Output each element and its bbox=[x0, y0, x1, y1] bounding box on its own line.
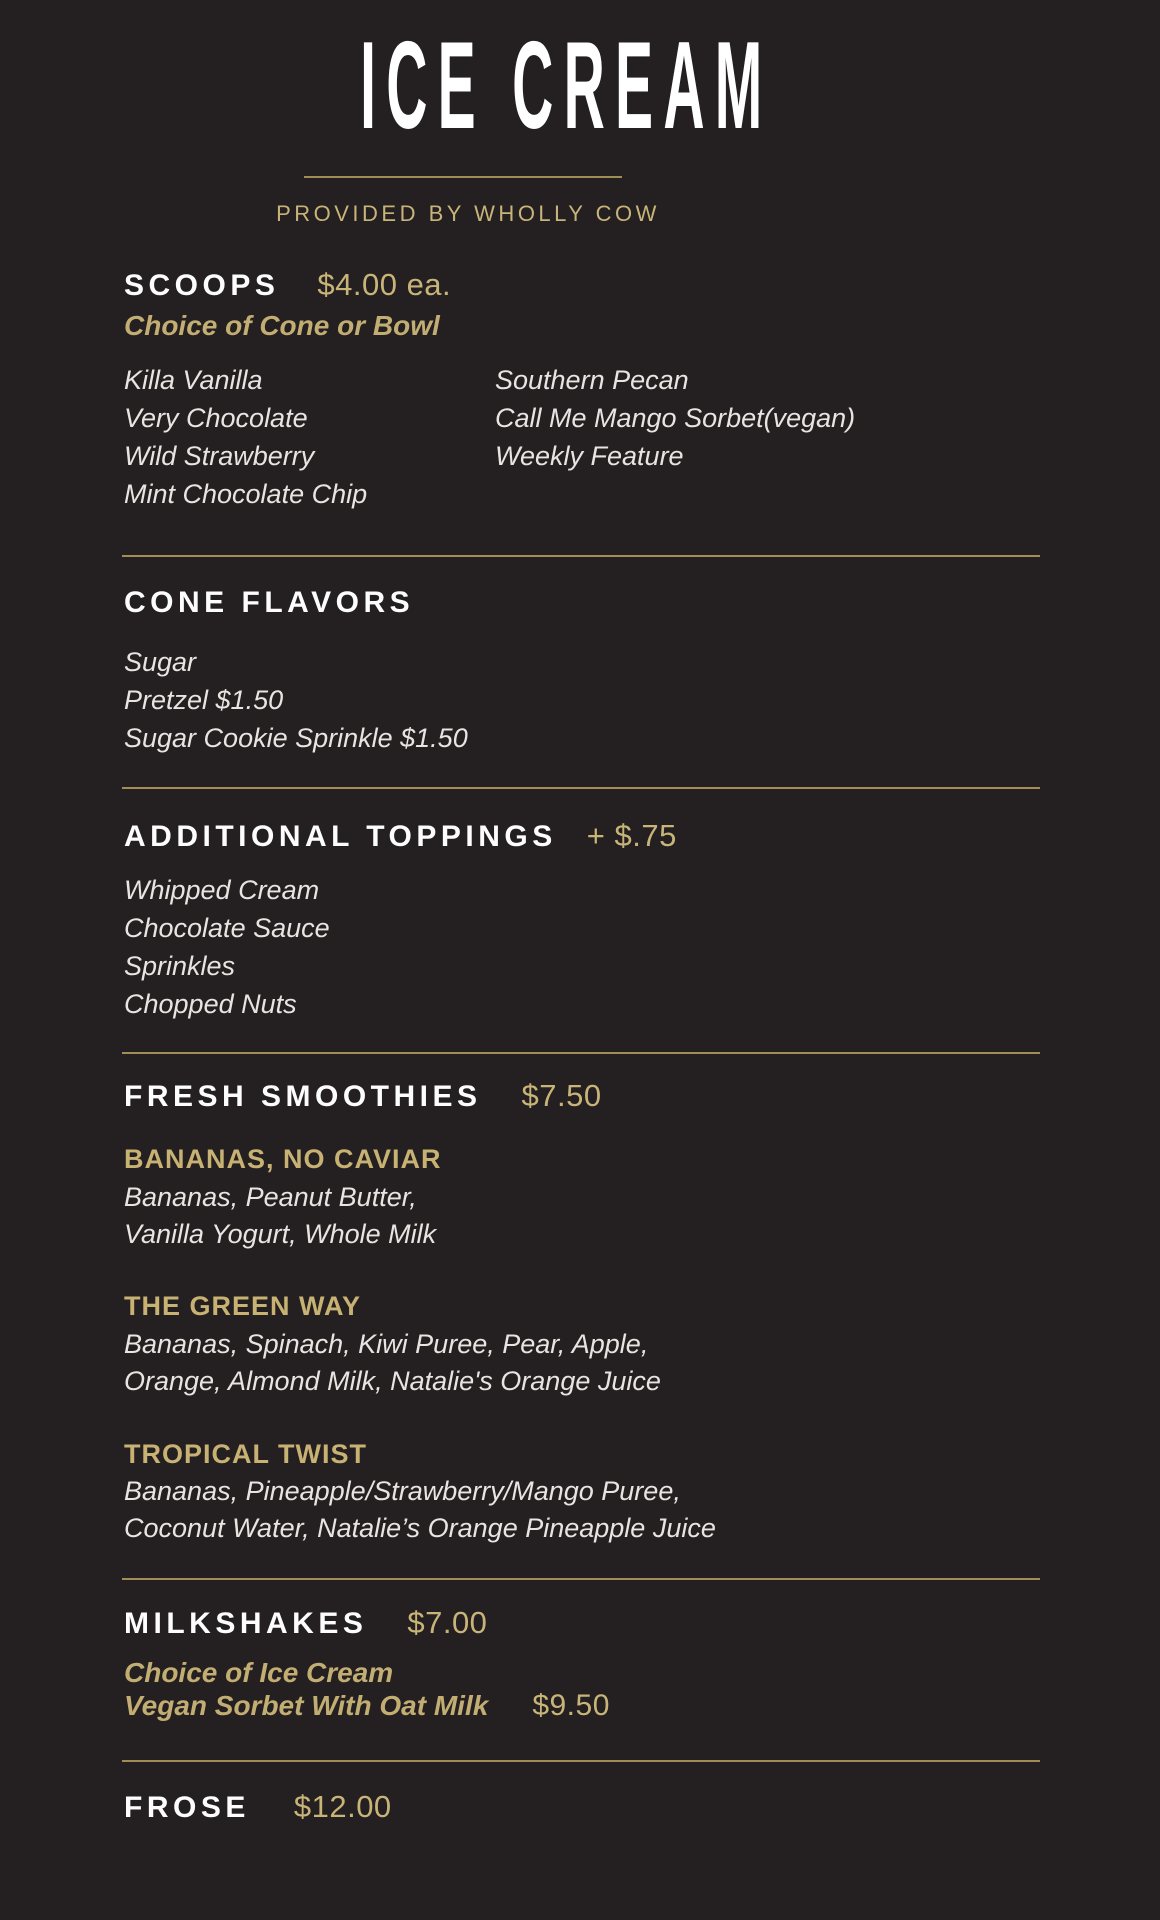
scoops-section-heading bbox=[124, 268, 451, 303]
smoothie-description bbox=[124, 1326, 661, 1400]
cone-flavors-list bbox=[124, 643, 468, 757]
milkshakes-section-heading bbox=[124, 1606, 487, 1641]
scoops-heading: SCOOPS bbox=[124, 269, 280, 302]
menu-item: Chocolate Sauce bbox=[124, 913, 330, 943]
menu-item: Southern Pecan bbox=[495, 365, 689, 395]
smoothies-price: $7.50 bbox=[521, 1078, 602, 1113]
milkshake-note: Vegan Sorbet With Oat Milk bbox=[124, 1690, 489, 1721]
section-divider bbox=[122, 1760, 1040, 1762]
section-divider bbox=[122, 555, 1040, 557]
scoops-flavor-column-1 bbox=[124, 361, 367, 513]
menu-item: Killa Vanilla bbox=[124, 365, 263, 395]
frose-section-heading bbox=[124, 1790, 392, 1825]
toppings-price: + $.75 bbox=[586, 818, 677, 853]
smoothie-description-line: Coconut Water, Natalie’s Orange Pineapple Juice bbox=[124, 1513, 716, 1543]
menu-item: Mint Chocolate Chip bbox=[124, 479, 368, 509]
page-title: ICE CREAM bbox=[360, 17, 773, 155]
smoothie-description bbox=[124, 1473, 716, 1547]
smoothies-heading: FRESH SMOOTHIES bbox=[124, 1080, 482, 1113]
cone-flavors-section-heading bbox=[124, 586, 414, 620]
scoops-note: Choice of Cone or Bowl bbox=[124, 310, 440, 341]
toppings-list bbox=[124, 871, 330, 1023]
smoothie-description-line: Bananas, Spinach, Kiwi Puree, Pear, Apple, bbox=[124, 1329, 649, 1359]
frose-heading: FROSE bbox=[124, 1791, 250, 1824]
smoothie-description-line: Orange, Almond Milk, Natalie's Orange Juice bbox=[124, 1366, 661, 1396]
toppings-heading: ADDITIONAL TOPPINGS bbox=[124, 820, 557, 853]
toppings-section-heading bbox=[124, 819, 677, 854]
scoops-flavor-column-2 bbox=[495, 361, 855, 475]
smoothie-name: TROPICAL TWIST bbox=[124, 1439, 367, 1469]
menu-subtitle: PROVIDED BY WHOLLY COW bbox=[276, 201, 660, 226]
menu-item: Sugar Cookie Sprinkle $1.50 bbox=[124, 723, 468, 753]
smoothies-section-heading bbox=[124, 1079, 602, 1114]
menu-item: Chopped Nuts bbox=[124, 989, 297, 1019]
smoothie-description-line: Vanilla Yogurt, Whole Milk bbox=[124, 1219, 437, 1249]
smoothie-description bbox=[124, 1179, 436, 1253]
section-divider bbox=[122, 787, 1040, 789]
milkshakes-price: $7.00 bbox=[407, 1605, 488, 1640]
menu-item: Call Me Mango Sorbet(vegan) bbox=[495, 403, 856, 433]
frose-price: $12.00 bbox=[293, 1789, 392, 1824]
menu-item: Pretzel $1.50 bbox=[124, 685, 284, 715]
smoothie-description-line: Bananas, Pineapple/Strawberry/Mango Puree, bbox=[124, 1476, 681, 1506]
cone-flavors-heading: CONE FLAVORS bbox=[124, 586, 415, 619]
scoops-price: $4.00 ea. bbox=[317, 267, 452, 302]
menu-item: Wild Strawberry bbox=[124, 441, 315, 471]
section-divider bbox=[122, 1052, 1040, 1054]
menu-item: Sprinkles bbox=[124, 951, 236, 981]
milkshakes-notes bbox=[124, 1656, 610, 1722]
milkshake-note: Choice of Ice Cream bbox=[124, 1657, 394, 1688]
menu-item: Weekly Feature bbox=[495, 441, 684, 471]
smoothie-description-line: Bananas, Peanut Butter, bbox=[124, 1182, 417, 1212]
milkshakes-heading: MILKSHAKES bbox=[124, 1607, 368, 1640]
menu-header bbox=[118, 17, 818, 155]
smoothie-name: BANANAS, NO CAVIAR bbox=[124, 1144, 442, 1174]
section-divider bbox=[122, 1578, 1040, 1580]
smoothie-name: THE GREEN WAY bbox=[124, 1291, 362, 1321]
menu-item: Very Chocolate bbox=[124, 403, 308, 433]
menu-item: Sugar bbox=[124, 647, 197, 677]
milkshake-vegan-price: $9.50 bbox=[532, 1689, 610, 1722]
milkshake-vegan-row bbox=[124, 1689, 610, 1722]
title-divider bbox=[304, 176, 622, 178]
menu-item: Whipped Cream bbox=[124, 875, 320, 905]
